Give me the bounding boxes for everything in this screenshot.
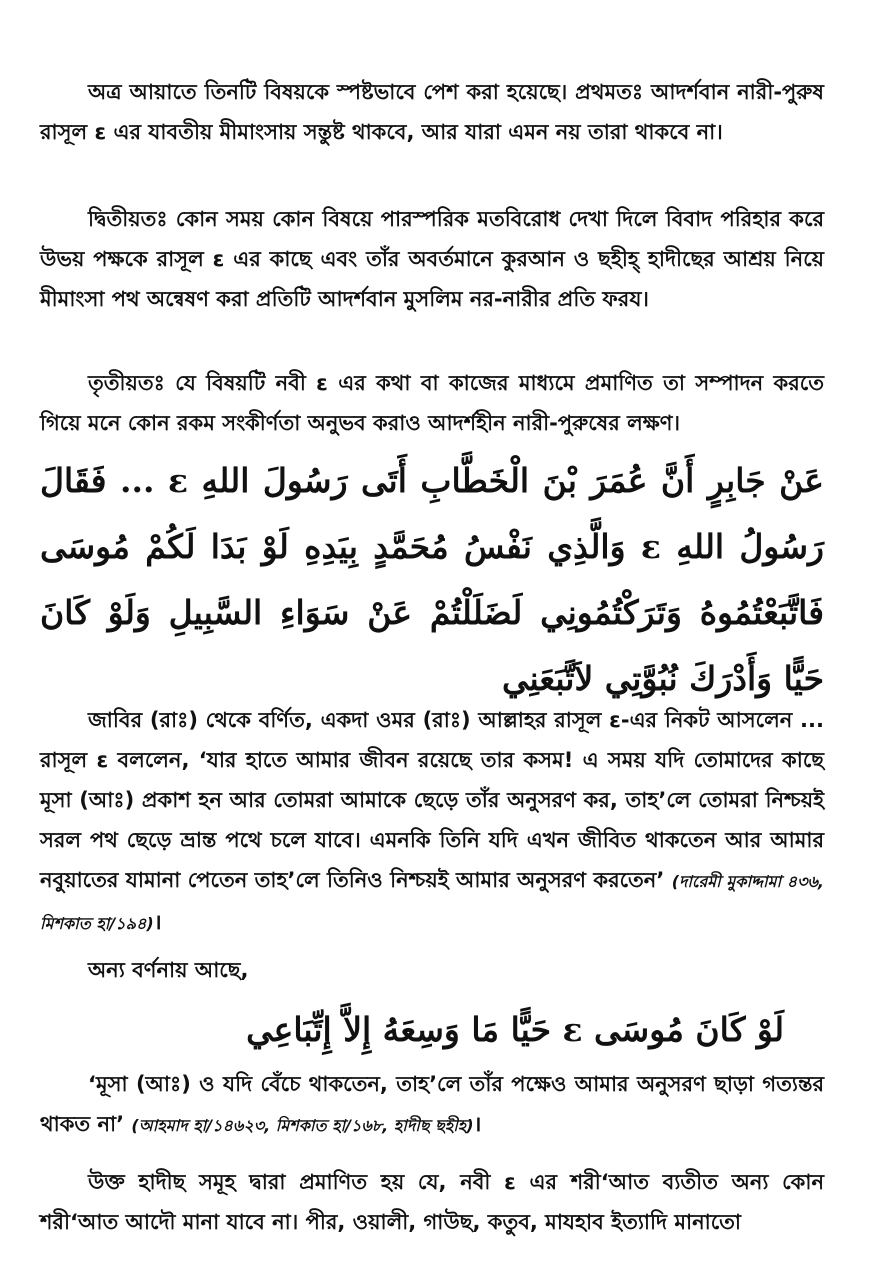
paragraph-6 — [40, 1064, 824, 1146]
arabic-hadith-1: عَنْ جَابِرٍ أَنَّ عُمَرَ بْنَ الْخَطَّابِ أَتَى رَسُولَ اللهِ ε ... فَقَالَ رَسُولُ اللهِ ε وَالَّذِي نَفْسُ مُحَمَّدٍ بِيَدِهِ لَوْ بَدَا لَكُمْ مُوسَى فَاتَّبَعْتُمُوهُ وَتَرَكْتُمُونِي لَضَلَلْتُمْ عَنْ سَوَاءِ السَّبِيلِ وَلَوْ كَانَ حَيًّا وَأَدْرَكَ نُبُوَّتِي لاَتَّبَعَنِي — [40, 461, 824, 698]
paragraph-6-text: ‘মূসা (আঃ) ও যদি বেঁচে থাকতেন, তাহ’লে তাঁর পক্ষেও আমার অনুসরণ ছাড়া গত্যন্তর থাকত না’ — [40, 1072, 824, 1136]
paragraph-4-end: । — [153, 910, 162, 934]
paragraph-1: অত্র আয়াতে তিনটি বিষয়কে স্পষ্টভাবে পেশ করা হয়েছে। প্রথমতঃ আদর্শবান নারী-পুরুষ রাসূল ε এর যাবতীয় মীমাংসায় সন্তুষ্ট থাকবে, আর যারা এমন নয় তারা থাকবে না। — [40, 80, 824, 144]
paragraph-2: দ্বিতীয়তঃ কোন সময় কোন বিষয়ে পারস্পরিক মতবিরোধ দেখা দিলে বিবাদ পরিহার করে উভয় পক্ষকে রাসূল ε এর কাছে এবং তাঁর অবর্তমানে কুরআন ও ছহীহ্ হাদীছের আশ্রয় নিয়ে মীমাংসা পথ অন্বেষণ করা প্রতিটি আদর্শবান মুসলিম নর-নারীর প্রতি ফরয। — [40, 207, 824, 311]
paragraph-4 — [40, 700, 824, 944]
paragraph-5: অন্য বর্ণনায় আছে, — [88, 958, 249, 982]
citation-1: (দারেমী মুকাদ্দামা ৪৩৬, মিশকাত হা/১৯৪) — [40, 872, 824, 933]
paragraph-6-end: । — [473, 1112, 482, 1136]
paragraph-7: উক্ত হাদীছ সমূহ দ্বারা প্রমাণিত হয় যে, নবী ε এর শরী‘আত ব্যতীত অন্য কোন শরী‘আত আদৌ মানা যাবে না। পীর, ওয়ালী, গাউছ, কতুব, মাযহাব ইত্যাদি মানাতো — [40, 1170, 824, 1234]
citation-2: (আহমাদ হা/১৪৬২৩, মিশকাত হা/১৬৮, হাদীছ ছহীহ) — [131, 1116, 474, 1135]
arabic-hadith-2: لَوْ كَانَ مُوسَى ε حَيًّا مَا وَسِعَهُ إِلاَّ إِتِّبَاعِي — [246, 1010, 784, 1049]
paragraph-4-text: জাবির (রাঃ) থেকে বর্ণিত, একদা ওমর (রাঃ) আল্লাহর রাসূল ε-এর নিকট আসলেন ... রাসূল ε বললেন, ‘যার হাতে আমার জীবন রয়েছে তার কসম! এ সময় যদি তোমাদের কাছে মূসা (আঃ) প্রকাশ হন আর তোমরা আমাকে ছেড়ে তাঁর অনুসরণ কর, তাহ’লে তোমরা নিশ্চয়ই সরল পথ ছেড়ে ভ্রান্ত পথে চলে যাবে। এমনকি তিনি যদি এখন জীবিত থাকতেন আর আমার নবুয়াতের যামানা পেতেন তাহ’লে তিনিও নিশ্চয়ই আমার অনুসরণ করতেন’ — [40, 708, 824, 892]
paragraph-3: তৃতীয়তঃ যে বিষয়টি নবী ε এর কথা বা কাজের মাধ্যমে প্রমাণিত তা সম্পাদন করতে গিয়ে মনে কোন রকম সংকীর্ণতা অনুভব করাও আদর্শহীন নারী-পুরুষের লক্ষণ। — [40, 371, 824, 435]
